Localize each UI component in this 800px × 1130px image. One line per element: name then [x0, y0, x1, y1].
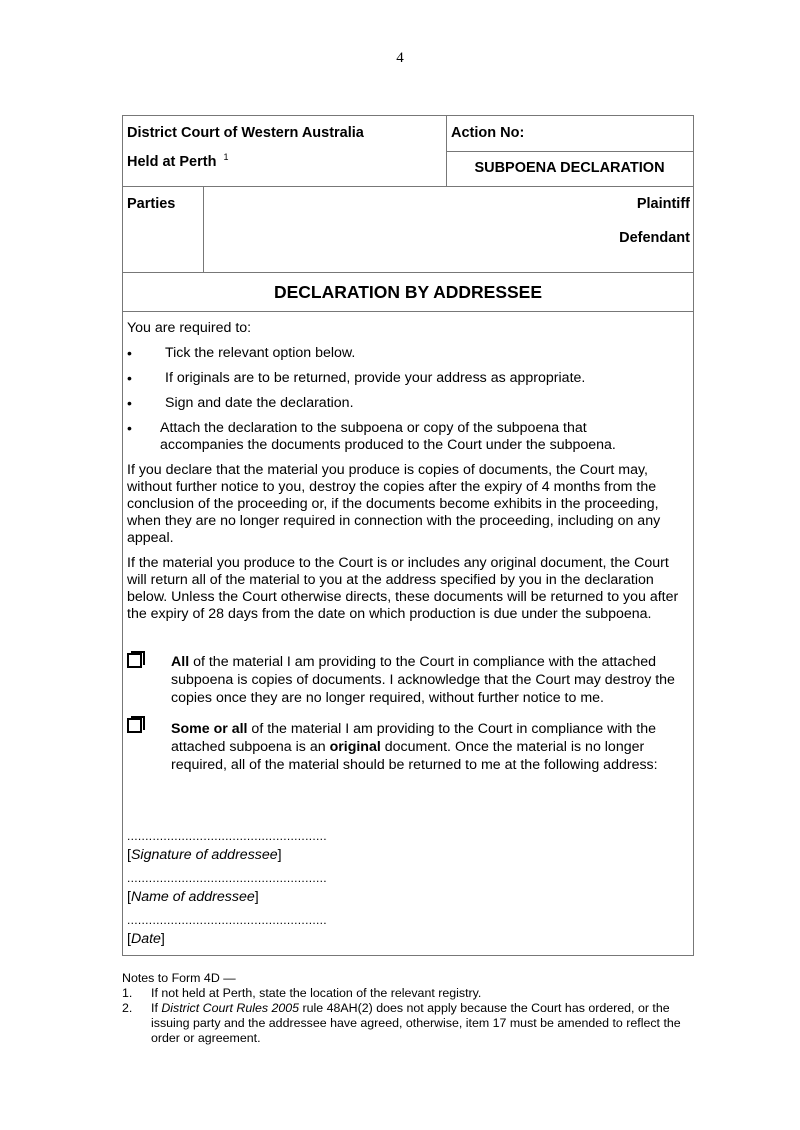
action-no-divider	[446, 151, 693, 152]
notes-heading: Notes to Form 4D —	[122, 971, 236, 985]
copies-option-text	[171, 653, 687, 707]
copies-paragraph: If you declare that the material you produce is copies of documents, the Court may, without further notice to you, destroy the copies after the expiry of 4 months from the conclusion of the proceeding or, if the documents become exhibits in the proceeding, when they are no longer required in connection with the proceeding, including on any appeal.	[127, 462, 661, 546]
held-at	[127, 152, 228, 170]
originals-option-body-a: of the material I am providing to the Court in compliance with the attached subpoena is an	[171, 721, 656, 755]
note-text-a: If	[151, 1001, 162, 1015]
plaintiff-label: Plaintiff	[636, 196, 690, 212]
date-label: [Date]	[127, 931, 165, 947]
court-name: District Court of Western Australia	[127, 125, 364, 141]
action-no-label: Action No:	[451, 125, 525, 141]
note-number: 1.	[122, 986, 133, 1000]
parties-bottom-rule	[123, 272, 693, 273]
subpoena-declaration-form	[122, 115, 694, 956]
defendant-label: Defendant	[619, 230, 690, 246]
declaration-heading: DECLARATION BY ADDRESSEE	[273, 282, 543, 302]
note-text-b: rule 48AH(2) does not apply because the Court has ordered, or the issuing party and the addressee have agreed, otherwise, item 17 must be amended to reflect the order or agreement.	[151, 1001, 681, 1045]
copies-option-checkbox[interactable]	[127, 651, 145, 669]
page-number: 4	[396, 50, 404, 66]
bullet-marker: •	[127, 395, 132, 411]
form-notes	[122, 971, 692, 1046]
signature-label: [Signature of addressee]	[127, 847, 282, 863]
form-title: SUBPOENA DECLARATION	[474, 160, 665, 176]
note-item	[122, 1001, 692, 1046]
originals-option-emphasis: Some or all	[171, 721, 248, 737]
copies-option-emphasis: All	[171, 654, 190, 670]
header-bottom-rule	[123, 186, 693, 187]
parties-divider	[203, 186, 204, 272]
date-line[interactable]: .......................................................	[127, 913, 327, 927]
note-number: 2.	[122, 1001, 133, 1015]
originals-option-text	[171, 720, 687, 774]
note-text: If not held at Perth, state the location of the relevant registry.	[151, 986, 482, 1000]
instruction-attach: Attach the declaration to the subpoena or copy of the subpoena that accompanies the documents produced to the Court under the subpoena.	[160, 420, 616, 453]
originals-option-body-b: document. Once the material is no longer required, all of the material should be returned to me at the following address:	[171, 739, 658, 773]
copies-option-body: of the material I am providing to the Court in compliance with the attached subpoena is copies of documents. I acknowledge that the Court may destroy the copies once they are no longer required, without further notice to me.	[171, 654, 675, 706]
held-at-footnote-ref: 1	[223, 152, 229, 162]
heading-bottom-rule	[123, 311, 693, 312]
note-rules-citation: District Court Rules 2005	[161, 1001, 300, 1015]
originals-option-checkbox[interactable]	[127, 716, 145, 734]
bullet-marker: •	[127, 370, 132, 386]
parties-label: Parties	[127, 196, 176, 212]
bullet-marker: •	[127, 345, 132, 361]
originals-option-original-word: original	[329, 739, 381, 755]
instruction-tick-option: Tick the relevant option below.	[165, 345, 356, 361]
held-at-label: Held at Perth	[127, 153, 217, 170]
originals-paragraph: If the material you produce to the Court is or includes any original document, the Court will return all of the material to you at the address specified by you in the declaration below. Unless the Court otherwise directs, these documents will be returned to you after the expiry of 28 days from the date on which production is due under the subpoena.	[127, 555, 679, 622]
name-line[interactable]: .......................................................	[127, 871, 327, 885]
signature-line[interactable]: .......................................................	[127, 829, 327, 843]
note-item	[122, 986, 692, 1001]
instruction-sign-date: Sign and date the declaration.	[165, 395, 354, 411]
instruction-provide-address: If originals are to be returned, provide your address as appropriate.	[165, 370, 586, 386]
name-label: [Name of addressee]	[127, 889, 259, 905]
instructions-intro: You are required to:	[127, 320, 252, 336]
bullet-marker: •	[127, 420, 132, 436]
